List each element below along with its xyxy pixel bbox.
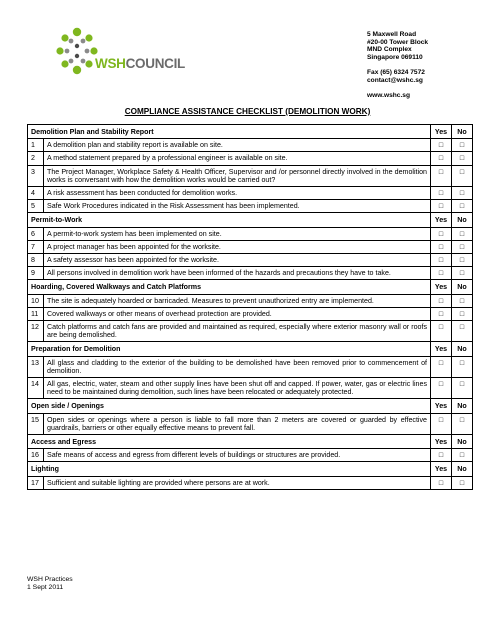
item-number: 16 — [28, 449, 44, 462]
no-checkbox[interactable]: □ — [452, 254, 473, 267]
no-checkbox[interactable]: □ — [452, 187, 473, 200]
no-column-header: No — [452, 213, 473, 227]
checklist-item-row — [28, 165, 473, 186]
yes-checkbox[interactable]: □ — [431, 476, 452, 489]
item-text: A project manager has been appointed for the worksite. — [44, 240, 431, 253]
section-header-row — [28, 280, 473, 294]
no-checkbox[interactable]: □ — [452, 227, 473, 240]
section-header-row — [28, 435, 473, 449]
item-text: The site is adequately hoarded or barricaded. Measures to prevent unauthorized entry are implemented. — [44, 294, 431, 307]
address-line: #20-00 Tower Block — [367, 38, 429, 46]
yes-checkbox[interactable]: □ — [431, 294, 452, 307]
yes-column-header: Yes — [431, 280, 452, 294]
item-number: 3 — [28, 165, 44, 186]
checklist-item-row — [28, 152, 473, 165]
item-number: 15 — [28, 413, 44, 434]
document-title: COMPLIANCE ASSISTANCE CHECKLIST (DEMOLITION WORK) — [124, 107, 371, 116]
checklist-item-row — [28, 240, 473, 253]
item-text: Safe means of access and egress from different levels of buildings or structures are provided. — [44, 449, 431, 462]
item-text: A method statement prepared by a professional engineer is available on site. — [44, 152, 431, 165]
yes-checkbox[interactable]: □ — [431, 378, 452, 399]
section-heading: Lighting — [28, 462, 431, 476]
checklist-table — [27, 124, 473, 490]
checklist-item-row — [28, 294, 473, 307]
council-emblem-icon — [55, 26, 99, 82]
item-text: A permit-to-work system has been implemented on site. — [44, 227, 431, 240]
item-number: 2 — [28, 152, 44, 165]
no-checkbox[interactable]: □ — [452, 413, 473, 434]
no-checkbox[interactable]: □ — [452, 378, 473, 399]
item-text: Covered walkways or other means of overhead protection are provided. — [44, 307, 431, 320]
item-text: Safe Work Procedures indicated in the Risk Assessment has been implemented. — [44, 200, 431, 213]
email-line: contact@wshc.sg — [367, 76, 423, 84]
yes-checkbox[interactable]: □ — [431, 165, 452, 186]
no-checkbox[interactable]: □ — [452, 356, 473, 377]
item-number: 6 — [28, 227, 44, 240]
no-checkbox[interactable]: □ — [452, 294, 473, 307]
checklist-item-row — [28, 187, 473, 200]
checklist-item-row — [28, 378, 473, 399]
no-column-header: No — [452, 399, 473, 413]
wsh-council-logo — [55, 26, 205, 86]
item-number: 8 — [28, 254, 44, 267]
item-text: A demolition plan and stability report is available on site. — [44, 139, 431, 152]
item-number: 17 — [28, 476, 44, 489]
item-text: Sufficient and suitable lighting are provided where persons are at work. — [44, 476, 431, 489]
yes-column-header: Yes — [431, 435, 452, 449]
yes-checkbox[interactable]: □ — [431, 227, 452, 240]
footer-line: WSH Practices — [27, 576, 73, 583]
yes-checkbox[interactable]: □ — [431, 187, 452, 200]
yes-checkbox[interactable]: □ — [431, 254, 452, 267]
section-heading: Permit-to-Work — [28, 213, 431, 227]
section-header-row — [28, 462, 473, 476]
yes-checkbox[interactable]: □ — [431, 240, 452, 253]
yes-checkbox[interactable]: □ — [431, 449, 452, 462]
no-checkbox[interactable]: □ — [452, 321, 473, 342]
no-column-header: No — [452, 280, 473, 294]
item-number: 1 — [28, 139, 44, 152]
section-header-row — [28, 342, 473, 356]
section-header-row — [28, 213, 473, 227]
yes-checkbox[interactable]: □ — [431, 200, 452, 213]
checklist-item-row — [28, 200, 473, 213]
item-number: 5 — [28, 200, 44, 213]
item-number: 7 — [28, 240, 44, 253]
checklist-item-row — [28, 413, 473, 434]
item-number: 9 — [28, 267, 44, 280]
no-checkbox[interactable]: □ — [452, 449, 473, 462]
item-text: A risk assessment has been conducted for demolition works. — [44, 187, 431, 200]
item-text: All gas, electric, water, steam and other supply lines have been shut off and capped. If power, water, gas or electric lines need to be maintained during demolition, such lines have been relocated or adequately protected. — [44, 378, 431, 399]
no-column-header: No — [452, 125, 473, 139]
item-text: All persons involved in demolition work have been informed of the hazards and precautions they have to take. — [44, 267, 431, 280]
item-number: 14 — [28, 378, 44, 399]
yes-checkbox[interactable]: □ — [431, 139, 452, 152]
no-checkbox[interactable]: □ — [452, 139, 473, 152]
address-line: 5 Maxwell Road — [367, 31, 417, 38]
checklist-item-row — [28, 307, 473, 320]
item-number: 4 — [28, 187, 44, 200]
no-column-header: No — [452, 462, 473, 476]
no-column-header: No — [452, 342, 473, 356]
checklist-item-row — [28, 227, 473, 240]
checklist-item-row — [28, 356, 473, 377]
yes-column-header: Yes — [431, 125, 452, 139]
logo-wordmark: WSHCOUNCIL — [95, 56, 186, 71]
address-line: MND Complex — [367, 46, 412, 54]
item-number: 11 — [28, 307, 44, 320]
item-text: Open sides or openings where a person is liable to fall more than 2 meters are covered or guarded by effective guardrails, barriers or other equally effective means to prevent fall. — [44, 413, 431, 434]
no-checkbox[interactable]: □ — [452, 267, 473, 280]
section-heading: Open side / Openings — [28, 399, 431, 413]
no-checkbox[interactable]: □ — [452, 307, 473, 320]
section-heading: Demolition Plan and Stability Report — [28, 125, 431, 139]
checklist-item-row — [28, 449, 473, 462]
checklist-item-row — [28, 267, 473, 280]
yes-column-header: Yes — [431, 213, 452, 227]
section-header-row — [28, 125, 473, 139]
footer — [27, 576, 73, 592]
item-number: 10 — [28, 294, 44, 307]
yes-checkbox[interactable]: □ — [431, 267, 452, 280]
no-checkbox[interactable]: □ — [452, 240, 473, 253]
fax-line: Fax (65) 6324 7572 — [367, 68, 425, 76]
no-column-header: No — [452, 435, 473, 449]
section-header-row — [28, 399, 473, 413]
checklist-item-row — [28, 476, 473, 489]
item-number: 12 — [28, 321, 44, 342]
checklist-item-row — [28, 254, 473, 267]
yes-checkbox[interactable]: □ — [431, 307, 452, 320]
checklist-item-row — [28, 321, 473, 342]
item-text: All glass and cladding to the exterior of the building to be demolished have been removed prior to commencement of demolition. — [44, 356, 431, 377]
section-heading: Hoarding, Covered Walkways and Catch Platforms — [28, 280, 431, 294]
address-line: Singapore 069110 — [367, 53, 423, 61]
yes-column-header: Yes — [431, 462, 452, 476]
address-block — [367, 31, 428, 99]
section-heading: Access and Egress — [28, 435, 431, 449]
yes-checkbox[interactable]: □ — [431, 356, 452, 377]
yes-checkbox[interactable]: □ — [431, 321, 452, 342]
no-checkbox[interactable]: □ — [452, 476, 473, 489]
yes-column-header: Yes — [431, 399, 452, 413]
item-text: A safety assessor has been appointed for the worksite. — [44, 254, 431, 267]
website-line: www.wshc.sg — [367, 91, 410, 99]
no-checkbox[interactable]: □ — [452, 165, 473, 186]
item-number: 13 — [28, 356, 44, 377]
section-heading: Preparation for Demolition — [28, 342, 431, 356]
item-text: The Project Manager, Workplace Safety & Health Officer, Supervisor and /or personnel directly involved in the demolition works is conversant with how the demolition works would be carried out? — [44, 165, 431, 186]
yes-checkbox[interactable]: □ — [431, 152, 452, 165]
no-checkbox[interactable]: □ — [452, 152, 473, 165]
item-text: Catch platforms and catch fans are provided and maintained as required, especially where exterior masonry wall or roofs are being demolished. — [44, 321, 431, 342]
checklist-item-row — [28, 139, 473, 152]
footer-line: 1 Sept 2011 — [27, 584, 64, 591]
yes-checkbox[interactable]: □ — [431, 413, 452, 434]
no-checkbox[interactable]: □ — [452, 200, 473, 213]
yes-column-header: Yes — [431, 342, 452, 356]
